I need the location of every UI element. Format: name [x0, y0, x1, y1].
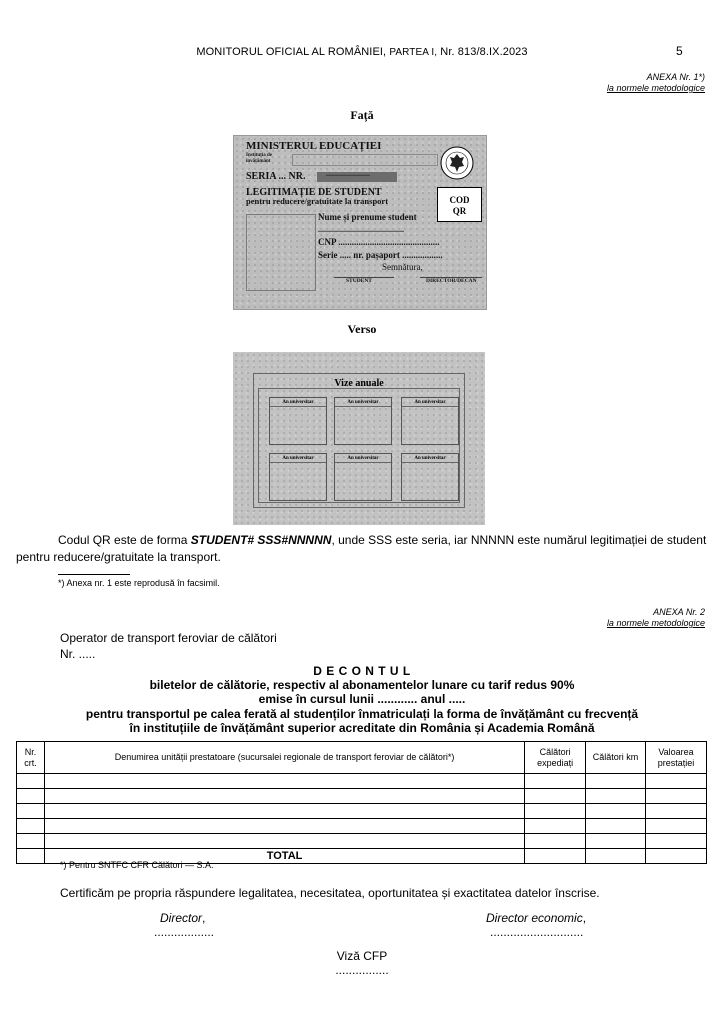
decont-line3: pentru transportul pe calea ferată al studenților înmatriculați la forma de învățământ cu frecvență [85, 707, 639, 721]
header-title: MONITORUL OFICIAL AL ROMÂNIEI, [196, 46, 387, 58]
id-card-back [233, 352, 485, 525]
qr-paragraph-line1 [58, 532, 718, 549]
page-number: 5 [676, 44, 683, 58]
id-card-front [233, 135, 487, 310]
director-comma: , [202, 911, 206, 925]
director-title: Director [160, 911, 203, 925]
cnp-field: CNP ............................................. [318, 237, 440, 247]
table-header-row [17, 742, 707, 774]
anexa2-heading [607, 607, 705, 629]
seria-label: SERIA ... NR. [246, 171, 306, 182]
econ-director-comma: , [582, 911, 587, 925]
operator-number: Nr. ..... [60, 647, 96, 661]
page-header [0, 46, 724, 58]
visa-cell-label: An universitar [402, 400, 458, 407]
footnote-cfr: *) Pentru SNTFC CFR Călători — S.A. [60, 860, 214, 870]
visa-cell [401, 453, 459, 501]
visa-cell-label: An universitar [335, 456, 391, 463]
decont-title: D E C O N T U L [313, 664, 411, 678]
name-dots: ........................................... [318, 225, 404, 234]
col-nr-line1: Nr. [24, 746, 37, 757]
anexa2-title: ANEXA Nr. 2 [653, 607, 705, 617]
qr-line-1: COD [449, 195, 470, 205]
front-caption: Față [350, 108, 374, 122]
col-km: Călători km [586, 742, 646, 774]
visa-cell-label: An universitar [270, 456, 326, 463]
qr-text-part2: , unde SSS este seria, iar NNNNN este numărul legitimației de student [331, 533, 707, 547]
verso-caption: Verso [347, 322, 377, 336]
legitimatie-subtitle: pentru reducere/gratuitate la transport [246, 196, 389, 206]
table-row [17, 774, 707, 789]
anexa1-title: ANEXA Nr. 1*) [646, 72, 705, 82]
director-label: DIRECTOR/DECAN [426, 278, 477, 284]
verso-title: Vize anuale [334, 378, 384, 389]
footnote-anexa1: *) Anexa nr. 1 este reprodusă în facsimil. [58, 578, 220, 588]
col-calatori-line2: expediați [537, 757, 574, 768]
total-label: TOTAL [44, 849, 524, 864]
anexa1-subtitle: la normele metodologice [606, 83, 705, 93]
passport-field: Serie ..... nr. pașaport .................. [318, 250, 443, 260]
government-crest-icon [440, 146, 474, 180]
name-label: Nume și prenume student [318, 212, 417, 222]
col-valoare-line1: Valoarea [658, 746, 694, 757]
qr-code-format: STUDENT# SSS#NNNNN [190, 533, 332, 547]
footnote-rule [58, 574, 130, 575]
col-denumire: Denumirea unității prestatoare (sucursalei regionale de transport feroviar de călători*) [44, 742, 524, 774]
col-calatori [525, 742, 586, 774]
visa-cell-label: An universitar [335, 400, 391, 407]
anexa1-heading [607, 72, 705, 94]
seria-dots: ...................... [326, 169, 370, 178]
director-signature: .................. [154, 925, 215, 939]
ministry-label: MINISTERUL EDUCAȚIEI [246, 140, 382, 152]
qr-line-2: QR [452, 206, 467, 216]
col-nr-line2: crt. [24, 757, 37, 768]
qr-paragraph-line2: pentru reducere/gratuitate la transport. [16, 550, 221, 564]
table-row [17, 819, 707, 834]
visa-cell-label: An universitar [270, 400, 326, 407]
visa-cell-label: An universitar [402, 456, 458, 463]
header-part: PARTEA I, [389, 47, 438, 58]
legitimatie-title: LEGITIMAȚIE DE STUDENT [246, 187, 382, 198]
anexa2-subtitle: la normele metodologice [606, 618, 705, 628]
institution-label-1: Instituția de [246, 153, 272, 158]
table-row [17, 789, 707, 804]
visa-cell [334, 397, 392, 445]
decont-line2: emise în cursul lunii ............ anul ..... [258, 692, 466, 706]
col-calatori-line1: Călători [539, 746, 571, 757]
institution-field [292, 154, 438, 166]
col-valoare [646, 742, 707, 774]
visa-cell [269, 453, 327, 501]
viza-cfp-signature: ................ [335, 963, 389, 977]
col-nr [17, 742, 45, 774]
qr-code-box [437, 187, 482, 222]
visa-cell [269, 397, 327, 445]
table-row [17, 804, 707, 819]
econ-director-title: Director economic [486, 911, 583, 925]
student-label: STUDENT [346, 278, 372, 284]
header-issue: Nr. 813/8.IX.2023 [440, 46, 528, 58]
econ-director-signature: ............................ [490, 925, 584, 939]
visa-cell [334, 453, 392, 501]
viza-cfp-label: Viză CFP [336, 949, 388, 963]
decont-line1: biletelor de călătorie, respectiv al abonamentelor lunare cu tarif redus 90% [149, 678, 575, 692]
decont-line4: în instituțiile de învățământ superior acreditate din România și Academia Română [129, 721, 595, 735]
signature-label: Semnătura, [382, 262, 423, 272]
qr-text-part1: Codul QR este de forma [58, 533, 191, 547]
table-row [17, 834, 707, 849]
institution-label-2: învățământ [246, 159, 271, 164]
decont-table [16, 741, 707, 864]
photo-placeholder [246, 214, 316, 291]
visa-cell [401, 397, 459, 445]
col-valoare-line2: prestației [657, 757, 695, 768]
certification-text: Certificăm pe propria răspundere legalitatea, necesitatea, oportunitatea și exactitatea datelor înscrise. [60, 886, 600, 900]
operator-line: Operator de transport feroviar de călători [60, 631, 277, 645]
